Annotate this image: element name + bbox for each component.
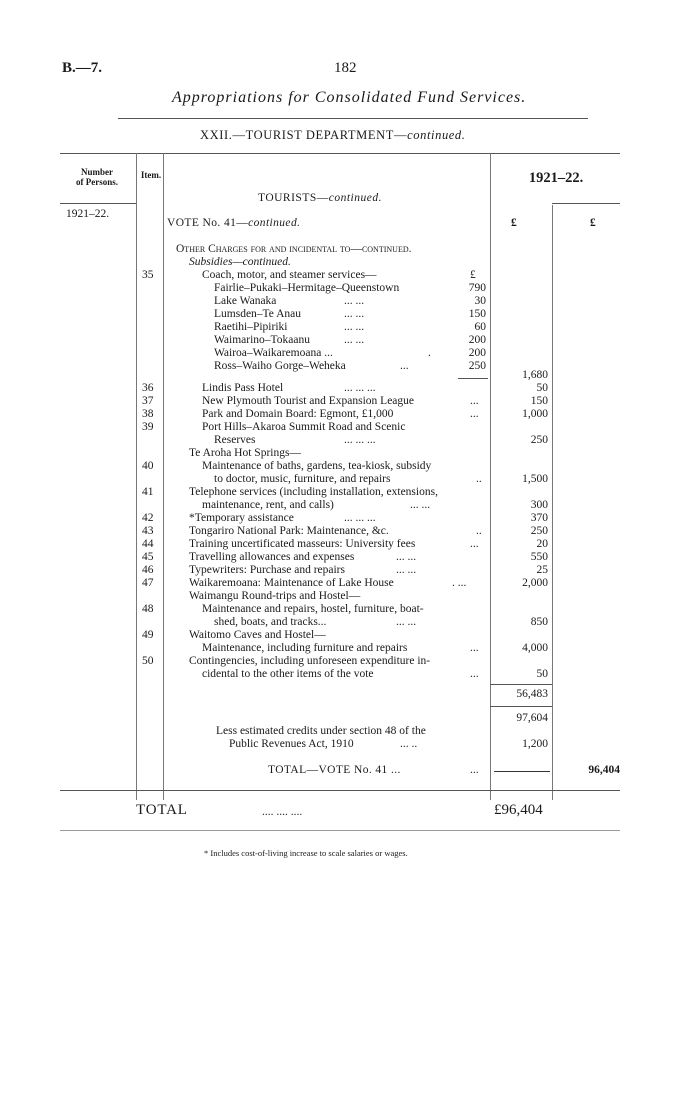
item-description: Maintenance and repairs, hostel, furniture, boat-	[202, 603, 424, 615]
item-amount: 250	[530, 525, 548, 537]
rule-subtotal-35	[458, 378, 488, 379]
item-description: Typewriters: Purchase and repairs	[189, 564, 345, 576]
footnote: * Includes cost-of-living increase to scale salaries or wages.	[204, 848, 408, 858]
less-credits-text: Less estimated credits under section 48 of the	[216, 725, 426, 737]
item-description: Contingencies, including unforeseen expenditure in-	[189, 655, 431, 667]
item-description: New Plymouth Tourist and Expansion League	[202, 395, 415, 407]
other-charges-heading: Other Charges for and incidental to—continued.	[176, 243, 412, 255]
vote-heading: VOTE No. 41—continued.	[167, 217, 301, 229]
sub-item-amount: 60	[474, 321, 486, 333]
item-number: 46	[142, 564, 154, 576]
page-title: Appropriations for Consolidated Fund Services.	[172, 89, 527, 106]
sub-item-amount: 30	[474, 295, 486, 307]
rule-v-persons	[136, 153, 137, 800]
item-description: Port Hills–Akaroa Summit Road and Scenic	[202, 421, 406, 433]
item-amount: 850	[530, 616, 548, 628]
item-description-cont: Reserves	[214, 434, 256, 446]
document-code: B.—7.	[62, 60, 103, 76]
sub-item-name: Lake Wanaka	[214, 295, 277, 307]
leader-dots: ... ...	[344, 295, 365, 307]
item-description: Maintenance, including furniture and repairs	[202, 642, 408, 654]
persons-column-header: Number of Persons.	[76, 167, 118, 187]
item-number: 38	[142, 408, 154, 420]
item-amount: 2,000	[522, 577, 548, 589]
item-number: 48	[142, 603, 154, 615]
item-description-cont: to doctor, music, furniture, and repairs	[214, 473, 391, 485]
item-column-header: Item.	[140, 170, 162, 180]
item-number: 36	[142, 382, 154, 394]
rule-table-top	[60, 153, 620, 154]
rule-persons-header	[60, 203, 137, 204]
sub-item-name: Lumsden–Te Anau	[214, 308, 302, 320]
subtotal-amount: 56,483	[516, 688, 548, 700]
item-description: Training uncertificated masseurs: University fees	[189, 538, 416, 550]
leader-dots: ...	[470, 538, 479, 550]
item-description: Maintenance of baths, gardens, tea-kiosk, subsidy	[202, 460, 432, 472]
persons-year: 1921–22.	[66, 208, 110, 220]
sub-item-name: Waimarino–Tokaanu	[214, 334, 310, 346]
item-description-cont: cidental to the other items of the vote	[202, 668, 374, 680]
sub-item-amount: 200	[468, 334, 486, 346]
leader-dots: ... ...	[396, 551, 417, 563]
item-number: 39	[142, 421, 154, 433]
item-amount: 1,000	[522, 408, 548, 420]
leader-dots: ...	[470, 408, 479, 420]
rule-top	[118, 118, 588, 119]
item-description: *Temporary assistance	[189, 512, 294, 524]
leader-dots: ..	[476, 525, 482, 537]
coach-services-label: Coach, motor, and steamer services—	[202, 269, 377, 281]
currency-symbol-1: £	[511, 217, 517, 229]
item-amount: 20	[536, 538, 548, 550]
leader-dots: ...	[470, 642, 479, 654]
gross-amount: 97,604	[516, 712, 548, 724]
item-number: 42	[142, 512, 154, 524]
item-amount: 50	[536, 382, 548, 394]
leader-dots: ..	[476, 473, 482, 485]
rule-grand-total	[60, 830, 620, 831]
item-amount: 370	[530, 512, 548, 524]
item-number: 40	[142, 460, 154, 472]
total-vote-amount: 96,404	[588, 764, 620, 776]
item-number: 47	[142, 577, 154, 589]
currency-symbol-2: £	[590, 217, 596, 229]
item-number: 43	[142, 525, 154, 537]
item-description: Telephone services (including installation, extensions,	[189, 486, 438, 498]
department-heading: XXII.—TOURIST DEPARTMENT—continued.	[200, 128, 466, 142]
item-number: 35	[142, 269, 154, 281]
total-vote-label: TOTAL—VOTE No. 41 ...	[268, 764, 401, 776]
rule-table-bottom	[60, 790, 620, 791]
item-description-cont: shed, boats, and tracks...	[214, 616, 327, 628]
leader-dots: ...	[470, 764, 479, 776]
section-heading: TOURISTS—continued.	[258, 192, 382, 204]
page-number: 182	[334, 60, 357, 76]
leader-dots: ... ...	[344, 321, 365, 333]
sub-item-amount: 150	[468, 308, 486, 320]
item-amount: 1,680	[522, 369, 548, 381]
item-amount: 25	[536, 564, 548, 576]
item-description-cont: maintenance, rent, and calls)	[202, 499, 334, 511]
leader-dots: ...	[470, 668, 479, 680]
item-number: 37	[142, 395, 154, 407]
leader-dots: ... ...	[396, 616, 417, 628]
leader-dots: ... ... ...	[344, 382, 376, 394]
waitomo-heading: Waitomo Caves and Hostel—	[189, 629, 326, 641]
leader-dots: . ...	[452, 577, 467, 589]
item-number: 49	[142, 629, 154, 641]
item-amount: 50	[536, 668, 548, 680]
item-amount: 4,000	[522, 642, 548, 654]
item-amount: 250	[530, 434, 548, 446]
leader-dots: ... ..	[400, 738, 418, 750]
sub-item-name: Wairoa–Waikaremoana ...	[214, 347, 333, 359]
less-credits-amount: 1,200	[522, 738, 548, 750]
sub-item-name: Ross–Waiho Gorge–Weheka	[214, 360, 346, 372]
leader-dots: ... ... ...	[344, 512, 376, 524]
sub-item-name: Raetihi–Pipiriki	[214, 321, 288, 333]
sub-currency: £	[470, 269, 476, 281]
sub-item-amount: 250	[468, 360, 486, 372]
rule-year-header	[552, 203, 620, 204]
rule-subtotal	[490, 684, 552, 685]
leader-dots: ... ...	[410, 499, 431, 511]
item-description: Park and Domain Board: Egmont, £1,000	[202, 408, 394, 420]
rule-total-vote-dash	[494, 771, 550, 772]
rule-v-item	[163, 153, 164, 800]
rule-gross	[490, 706, 552, 707]
item-number: 45	[142, 551, 154, 563]
item-description: Travelling allowances and expenses	[189, 551, 355, 563]
rule-v-amount2	[552, 205, 553, 800]
leader-dots: ...	[400, 360, 409, 372]
grand-total-label: TOTAL	[136, 802, 188, 818]
less-credits-text-cont: Public Revenues Act, 1910	[229, 738, 354, 750]
leader-dots: .	[428, 347, 431, 359]
item-description: Tongariro National Park: Maintenance, &c.	[189, 525, 389, 537]
sub-item-amount: 200	[468, 347, 486, 359]
leader-dots: ... ...	[396, 564, 417, 576]
item-description: Waikaremoana: Maintenance of Lake House	[189, 577, 394, 589]
leader-dots: .... .... ....	[262, 806, 303, 818]
leader-dots: ... ...	[344, 334, 365, 346]
leader-dots: ... ... ...	[344, 434, 376, 446]
item-description: Lindis Pass Hotel	[202, 382, 284, 394]
subsidies-heading: Subsidies—continued.	[189, 256, 291, 268]
te-aroha-heading: Te Aroha Hot Springs—	[189, 447, 301, 459]
sub-item-name: Fairlie–Pukaki–Hermitage–Queenstown	[214, 282, 400, 294]
grand-total-amount: £96,404	[494, 802, 543, 818]
leader-dots: ... ...	[344, 308, 365, 320]
item-number: 50	[142, 655, 154, 667]
leader-dots: ...	[470, 395, 479, 407]
item-amount: 150	[530, 395, 548, 407]
year-column-header: 1921–22.	[528, 170, 584, 186]
item-amount: 1,500	[522, 473, 548, 485]
sub-item-amount: 790	[468, 282, 486, 294]
item-amount: 550	[530, 551, 548, 563]
item-number: 44	[142, 538, 154, 550]
item-number: 41	[142, 486, 154, 498]
item-amount: 300	[530, 499, 548, 511]
waimangu-heading: Waimangu Round-trips and Hostel—	[189, 590, 361, 602]
